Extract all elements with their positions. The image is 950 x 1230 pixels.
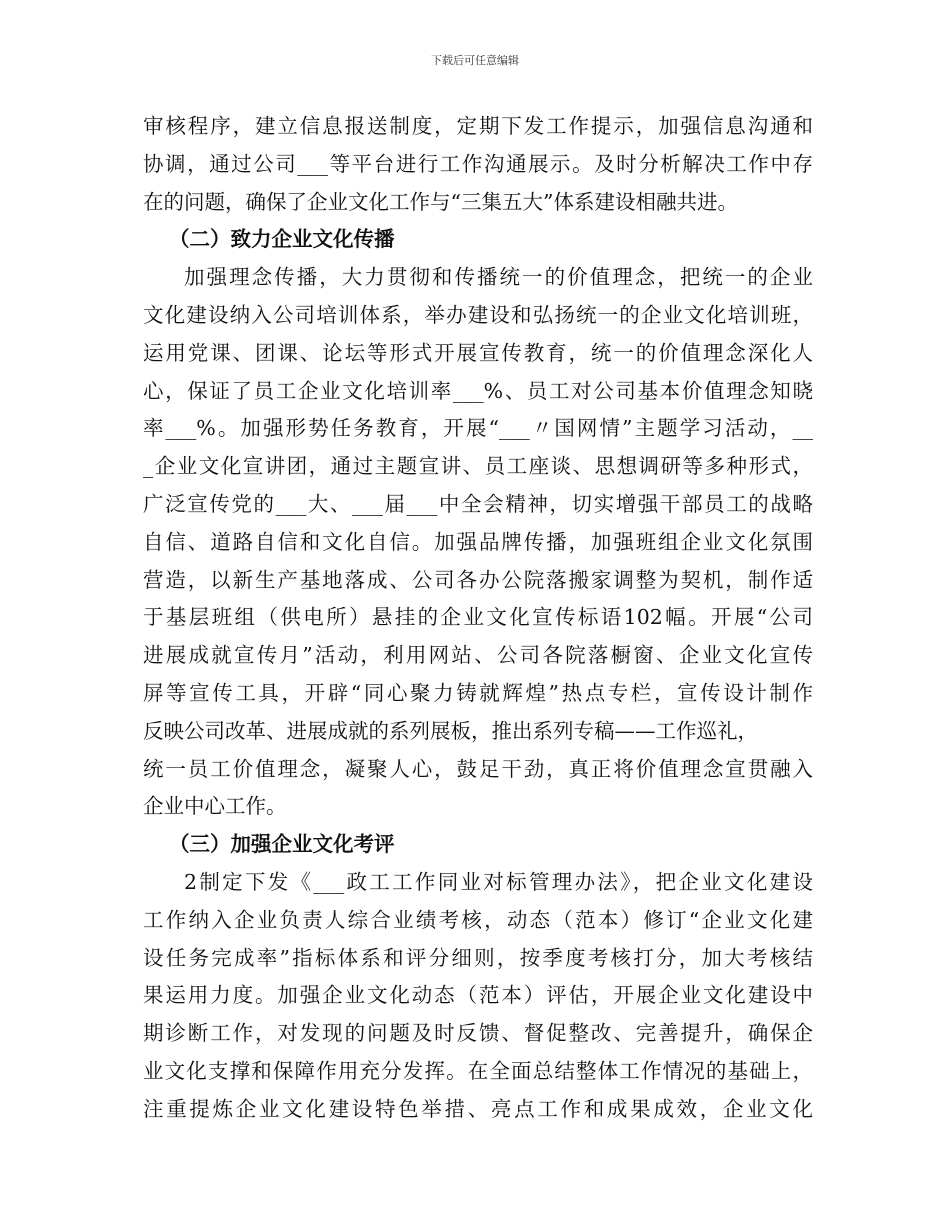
text-line: 在的问题，确保了企业文化工作与“三集五大”体系建设相融共进。 <box>143 189 738 214</box>
text-line: 率___%。加强形势任务教育，开展“___〃国网情”主题学习活动，__ <box>143 416 813 441</box>
page-header-note: 下载后可任意编辑 <box>431 54 519 67</box>
text-line: 设任务完成率”指标体系和评分细则，按季度考核打分，加大考核结 <box>143 945 813 970</box>
text-line: 注重提炼企业文化建设特色举措、亮点工作和成果成效，企业文化 <box>143 1096 813 1121</box>
text-line: 加强理念传播，大力贯彻和传播统一的价值理念，把统一的企业 <box>184 265 813 290</box>
text-line: 屏等宣传工具，开辟“同心聚力铸就辉煌”热点专栏，宣传设计制作 <box>143 680 813 705</box>
text-line: 营造，以新生产基地落成、公司各办公院落搬家调整为契机，制作适 <box>143 567 813 592</box>
text-line: _企业文化宣讲团，通过主题宣讲、员工座谈、思想调研等多种形式， <box>143 454 813 479</box>
text-line: 2制定下发《___政工工作同业对标管理办法》，把企业文化建设 <box>184 869 813 894</box>
text-line: 广泛宣传党的___大、___届___中全会精神，切实增强干部员工的战略 <box>143 491 813 516</box>
document-body <box>143 108 813 1129</box>
text-line: 果运用力度。加强企业文化动态（范本）评估，开展企业文化建设中 <box>143 983 813 1008</box>
text-line: 统一员工价值理念，凝聚人心，鼓足干劲，真正将价值理念宣贯融入 <box>143 756 813 781</box>
section-heading: （三）加强企业文化考评 <box>169 832 395 857</box>
section-heading: （二）致力企业文化传播 <box>169 227 395 252</box>
text-line: 文化建设纳入公司培训体系，举办建设和弘扬统一的企业文化培训班， <box>143 302 813 327</box>
text-line: 运用党课、团课、论坛等形式开展宣传教育，统一的价值理念深化人 <box>143 340 813 365</box>
text-line: 审核程序，建立信息报送制度，定期下发工作提示，加强信息沟通和 <box>143 114 813 138</box>
text-line: 业文化支撑和保障作用充分发挥。在全面总结整体工作情况的基础上， <box>143 1058 813 1083</box>
text-line: 于基层班组（供电所）悬挂的企业文化宣传标语102幅。开展“公司 <box>143 605 813 630</box>
text-line: 反映公司改革、进展成就的系列展板，推出系列专稿——工作巡礼， <box>143 718 758 743</box>
text-line: 企业中心工作。 <box>143 794 287 819</box>
text-line: 工作纳入企业负责人综合业绩考核，动态（范本）修订“企业文化建 <box>143 907 813 932</box>
text-line: 进展成就宣传月”活动，利用网站、公司各院落橱窗、企业文化宣传 <box>143 643 813 668</box>
text-line: 期诊断工作，对发现的问题及时反馈、督促整改、完善提升，确保企 <box>143 1021 813 1046</box>
text-line: 协调，通过公司___等平台进行工作沟通展示。及时分析解决工作中存 <box>143 151 813 176</box>
text-line: 自信、道路自信和文化自信。加强品牌传播，加强班组企业文化氛围 <box>143 529 813 554</box>
text-line: 心，保证了员工企业文化培训率___%、员工对公司基本价值理念知晓 <box>143 378 813 403</box>
